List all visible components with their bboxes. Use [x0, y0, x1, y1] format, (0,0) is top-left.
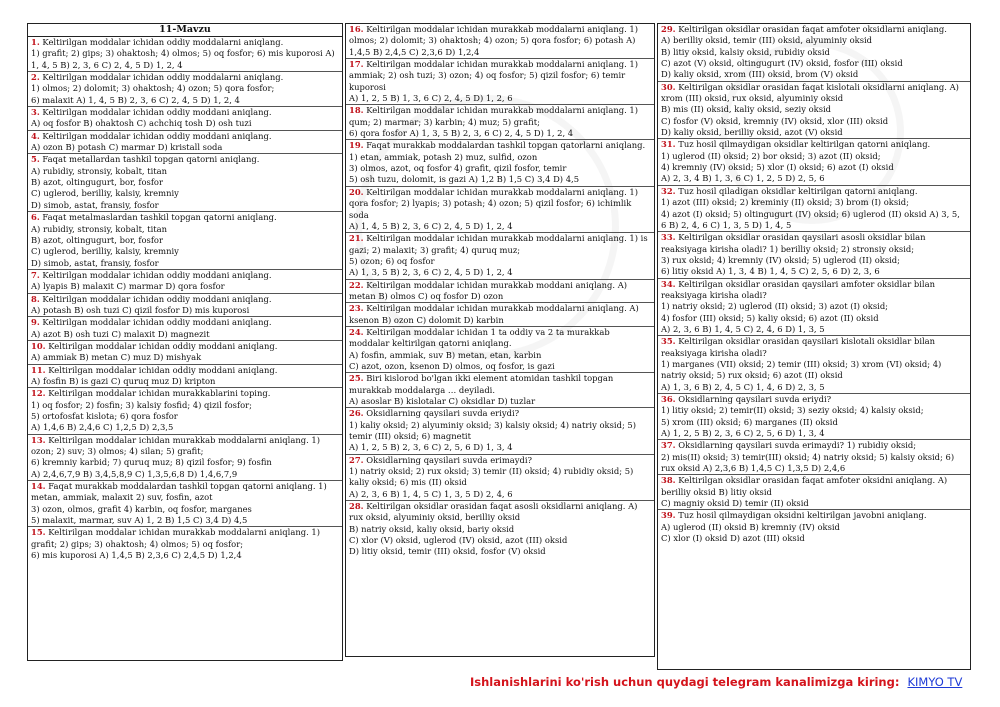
- question-text: Keltirilgan moddalar ichidan oddiy moddani aniqlang. A) ammiak B) metan C) muz D) mishyak: [31, 340, 278, 363]
- telegram-link[interactable]: KIMYO TV: [907, 675, 963, 689]
- question-item: [658, 394, 970, 440]
- question-number: 5.: [31, 154, 40, 165]
- question-text: Keltirilgan moddalar ichidan murakkab moddalarni aniqlang. 1) grafit; 2) gips; 3) ohaktosh; 4) olmos; 5) oq fosfor; 6) mis kuporosi A) 1,4,5 B) 2,3,6 C) 2,4,5 D) 1,2,4: [31, 527, 320, 561]
- question-item: [346, 187, 654, 233]
- question-text: Keltirilgan moddalar ichidan murakkab moddalarni aniqlang. 1) ozon; 2) suv; 3) olmos; 4) silan; 5) grafit; 6) kremniy karbid; 7) quruq muz; 8) qizil fosfor; 9) fosfin A) 2,4,6,7,9 B) 3,4,5,8,9 C) 1,3,5,6,8 D) 1,4,6,7,9: [31, 434, 320, 479]
- question-number: 12.: [31, 388, 46, 399]
- question-number: 14.: [31, 481, 46, 492]
- question-text: Keltirilgan moddalar ichidan oddiy moddani aniqlang. A) lyapis B) malaxit C) marmar D) qora fosfor: [31, 269, 272, 292]
- question-text: Tuz hosil qilmaydigan oksidni keltirilgan javobni aniqlang. A) uglerod (II) oksid B) kremniy (IV) oksid C) xlor (I) oksid D) azot (III) oksid: [661, 510, 927, 544]
- question-number: 18.: [349, 105, 364, 116]
- question-text: Faqat murakkab moddalardan tashkil topgan qatorni aniqlang. 1) metan, ammiak, malaxit 2) suv, fosfin, azot 3) ozon, olmos, grafit 4) karbin, oq fosfor, marganes 5) malaxit, marmar, suv A) 1, 2 B) 1,5 C) 3,4 D) 4,5: [31, 481, 327, 526]
- question-item: [658, 232, 970, 278]
- question-item: [658, 186, 970, 232]
- question-item: [346, 408, 654, 454]
- question-item: [28, 270, 342, 294]
- question-number: 29.: [661, 24, 676, 34]
- question-item: [28, 154, 342, 212]
- question-text: Keltirilgan oksidlar orasidan faqat asosli oksidlarni aniqlang. A) rux oksid, alyuminiy oksid, berilliy oksid B) natriy oksid, kaliy oksid, bariy oksid C) xlor (V) oksid, uglerod (IV) oksid, azot (III) oksid D) litiy oksid, temir (III) oksid, fosfor (V) oksid: [349, 501, 638, 557]
- question-item: [28, 388, 342, 434]
- question-text: Keltirilgan moddalar ichidan oddiy moddani aniqlang. A) fosfin B) is gazi C) quruq muz D) kripton: [31, 364, 278, 386]
- question-item: [28, 365, 342, 389]
- question-item: [658, 279, 970, 337]
- question-item: [346, 105, 654, 140]
- question-number: 37.: [661, 440, 676, 451]
- question-number: 21.: [349, 233, 364, 244]
- question-number: 20.: [349, 186, 364, 197]
- column-1: [27, 23, 343, 661]
- question-item: [658, 82, 970, 140]
- question-text: Keltirilgan oksidlar orasidan qaysilari amfoter oksidlar bilan reaksiyaga kirisha oladi? 1) natriy oksid; 2) uglerod (II) oksid; 3) azot (I) oksid; 4) fosfor (III) oksid; 5) kaliy oksid; 6) azot (II) oksid A) 2, 3, 6 B) 1, 4, 5 C) 2, 4, 6 D) 1, 3, 5: [661, 278, 935, 334]
- question-text: Oksidlarning qaysilari suvda eriydi? 1) litiy oksid; 2) temir(II) oksid; 3) seziy oksid; 4) kalsiy oksid; 5) xrom (III) oksid; 6) marganes (II) oksid A) 1, 2, 5 B) 2, 3, 6 C) 2, 5, 6 D) 1, 3, 4: [661, 394, 924, 439]
- question-text: Keltirilgan moddalar ichidan murakkab moddalarni aniqlang. A) ksenon B) ozon C) dolomit D) karbin: [349, 303, 639, 325]
- question-item: [658, 440, 970, 475]
- question-text: Keltirilgan moddalar ichidan murakkab moddalarni aniqlang. 1) is gazi; 2) malaxit; 3) grafit; 4) quruq muz; 5) ozon; 6) oq fosfor A) 1, 3, 5 B) 2, 3, 6 C) 2, 4, 5 D) 1, 2, 4: [349, 233, 648, 278]
- question-text: Keltirilgan oksidlar orasidan faqat kislotali oksidlarni aniqlang. A) xrom (III) oksid, rux oksid, alyuminiy oksid B) mis (II) oksid, kaliy oksid, seziy oksid C) fosfor (V) oksid, kremniy (IV) oksid, xlor (III) oksid D) kaliy oksid, berilliy oksid, azot (V) oksid: [661, 81, 959, 138]
- question-item: [658, 510, 970, 544]
- footer-text: Ishlanishlarini ko'rish uchun quydagi telegram kanalimizga kiring:: [470, 675, 900, 689]
- question-number: 13.: [31, 434, 46, 445]
- question-item: [28, 72, 342, 107]
- question-item: [346, 303, 654, 327]
- column-3: [657, 23, 971, 670]
- question-number: 15.: [31, 527, 46, 538]
- question-text: Keltirilgan moddalar ichidan 1 ta oddiy va 2 ta murakkab moddalar keltirilgan qatorni aniqlang. A) fosfin, ammiak, suv B) metan, etan, karbin C) azot, ozon, ksenon D) olmos, oq fosfor, is gazi: [349, 326, 610, 371]
- question-number: 27.: [349, 454, 364, 465]
- question-item: [28, 131, 342, 155]
- footer-banner: [470, 675, 962, 689]
- question-number: 9.: [31, 317, 40, 328]
- question-number: 26.: [349, 408, 364, 419]
- question-text: Keltirilgan moddalar ichidan murakkab moddani aniqlang. A) metan B) olmos C) oq fosfor D) ozon: [349, 279, 628, 301]
- question-number: 4.: [31, 130, 40, 141]
- question-text: Keltirilgan moddalar ichidan oddiy moddalarni aniqlang. 1) grafit; 2) gips; 3) ohaktosh; 4) olmos; 5) oq fosfor; 6) mis kuporosi A) 1, 4, 5 B) 2, 3, 6 C) 2, 4, 5 D) 1, 2, 4: [31, 37, 335, 70]
- question-text: Keltirilgan moddalar ichidan oddiy moddani aniqlang. A) azot B) osh tuzi C) malaxit D) magnezit: [31, 317, 272, 339]
- question-number: 23.: [349, 303, 364, 314]
- question-text: Keltirilgan moddalar ichidan murakkab moddalarni aniqlang. 1) qora fosfor; 2) lyapis; 3) potash; 4) ozon; 5) qizil fosfor; 6) ichimlik soda A) 1, 4, 5 B) 2, 3, 6 C) 2, 4, 5 D) 1, 2, 4: [349, 186, 638, 231]
- question-number: 25.: [349, 373, 364, 384]
- question-item: [346, 373, 654, 408]
- question-item: [346, 455, 654, 501]
- question-item: [346, 233, 654, 279]
- question-number: 1.: [31, 37, 40, 47]
- question-item: [28, 294, 342, 318]
- question-item: [28, 212, 342, 270]
- question-text: Keltirilgan moddalar ichidan oddiy moddani aniqlang. A) oq fosfor B) ohaktosh C) achchiq tosh D) osh tuzi: [31, 107, 272, 129]
- question-text: Keltirilgan moddalar ichidan murakkab moddalarni aniqlang. 1) ammiak; 2) osh tuzi; 3) ozon; 4) oq fosfor; 5) qizil fosfor; 6) temir kuporosi A) 1, 2, 5 B) 1, 3, 6 C) 2, 4, 5 D) 1, 2, 6: [349, 59, 638, 104]
- question-item: [28, 341, 342, 365]
- question-text: Keltirilgan oksidlar orasidan qaysilari asosli oksidlar bilan reaksiyaga kirisha oladi? 1) berilliy oksid; 2) stronsiy oksid; 3) rux oksid; 4) kremniy (IV) oksid; 5) uglerod (II) oksid; 6) litiy oksid A) 1, 3, 4 B) 1, 4, 5 C) 2, 5, 6 D) 2, 3, 6: [661, 232, 926, 277]
- question-text: Oksidlarning qaysilari suvda erimaydi? 1) natriy oksid; 2) rux oksid; 3) temir (II) oksid; 4) rubidiy oksid; 5) kaliy oksid; 6) mis (II) oksid A) 2, 3, 6 B) 1, 4, 5 C) 1, 3, 5 D) 2, 4, 6: [349, 454, 634, 499]
- question-item: [28, 435, 342, 481]
- question-number: 39.: [661, 510, 676, 521]
- question-text: Faqat murakkab moddalardan tashkil topgan qatorlarni aniqlang. 1) etan, ammiak, potash 2) muz, sulfid, ozon 3) olmos, azot, oq fosfor 4) grafit, qizil fosfor, temir 5) osh tuzu, dolomit, is gazi A) 1,2 B) 1,5 C) 3,4 D) 4,5: [349, 140, 646, 185]
- question-item: [346, 24, 654, 59]
- question-text: Oksidlarning qaysilari suvda eriydi? 1) kaliy oksid; 2) alyuminiy oksid; 3) kalsiy oksid; 4) natriy oksid; 5) temir (III) oksid; 6) magnetit A) 1, 2, 5 B) 2, 3, 6 C) 2, 5, 6 D) 1, 3, 4: [349, 408, 637, 453]
- question-item: [658, 139, 970, 185]
- question-text: Keltirilgan moddalar ichidan murakkab moddalarni aniqlang. 1) olmos; 2) dolomit; 3) ohaktosh; 4) ozon; 5) qora fosfor; 6) potash A) 1,4,5 B) 2,4,5 C) 2,3,6 D) 1,2,4: [349, 24, 638, 57]
- question-item: [346, 140, 654, 186]
- question-item: [658, 24, 970, 82]
- question-text: Keltirilgan moddalar ichidan oddiy moddalarni aniqlang. 1) olmos; 2) dolomit; 3) ohaktosh; 4) ozon; 5) qora fosfor; 6) malaxit A) 1, 4, 5 B) 2, 3, 6 C) 2, 4, 5 D) 1, 2, 4: [31, 72, 284, 105]
- question-number: 8.: [31, 293, 40, 304]
- question-number: 24.: [349, 326, 364, 337]
- question-item: [28, 481, 342, 527]
- question-item: [346, 327, 654, 373]
- question-text: Keltirilgan oksidlar orasidan qaysilari kislotali oksidlar bilan reaksiyaga kirisha oladi? 1) marganes (VII) oksid; 2) temir (III) oksid; 3) xrom (VI) oksid; 4) natriy oksid; 5) rux oksid; 6) azot (II) oksid A) 1, 3, 6 B) 2, 4, 5 C) 1, 4, 6 D) 2, 3, 5: [661, 336, 942, 392]
- question-item: [28, 37, 342, 72]
- question-text: Oksidlarning qaysilari suvda erimaydi? 1) rubidiy oksid; 2) mis(II) oksid; 3) temir(III) oksid; 4) natriy oksid; 5) kalsiy oksid; 6) rux oksid A) 2,3,6 B) 1,4,5 C) 1,3,5 D) 2,4,6: [661, 440, 955, 474]
- question-number: 16.: [349, 24, 364, 34]
- question-text: Keltirilgan oksidlar orasidan faqat amfoter oksidlarni aniqlang. A) berilliy oksid, temir (III) oksid, alyuminiy oksid B) litiy oksid, kalsiy oksid, rubidiy oksid C) azot (V) oksid, oltingugurt (IV) oksid, fosfor (III) oksid D) kaliy oksid, xrom (III) oksid, brom (V) oksid: [661, 24, 947, 80]
- question-number: 33.: [661, 232, 676, 243]
- question-number: 22.: [349, 279, 364, 290]
- question-number: 28.: [349, 501, 364, 512]
- question-number: 31.: [661, 139, 676, 150]
- question-text: Keltirilgan moddalar ichidan oddiy moddani aniqlang. A) potash B) osh tuzi C) qizil fosfor D) mis kuporosi: [31, 293, 272, 315]
- question-item: [346, 59, 654, 105]
- question-text: Keltirilgan moddalar ichidan murakkab moddalarni aniqlang. 1) qum; 2) marmar; 3) karbin; 4) muz; 5) grafit; 6) qora fosfor A) 1, 3, 5 B) 2, 3, 6 C) 2, 4, 5 D) 1, 2, 4: [349, 105, 638, 139]
- question-number: 17.: [349, 59, 364, 70]
- question-item: [28, 317, 342, 341]
- question-text: Biri kislorod bo'lgan ikki element atomidan tashkil topgan murakkab moddalarga … deyiladi. A) asoslar B) kislotalar C) oksidlar D) tuzlar: [349, 373, 614, 406]
- question-item: [28, 107, 342, 131]
- question-number: 6.: [31, 212, 40, 223]
- question-item: [346, 280, 654, 304]
- question-text: Keltirilgan moddalar ichidan murakkablarini toping. 1) oq fosfor; 2) fosfin; 3) kalsiy fosfid; 4) qizil fosfor; 5) ortofosfat kislota; 6) qora fosfor A) 1,4,6 B) 2,4,6 C) 1,2,5 D) 2,3,5: [31, 388, 271, 433]
- question-text: Tuz hosil qilmaydigan oksidlar keltirilgan qatorni aniqlang. 1) uglerod (II) oksid; 2) bor oksid; 3) azot (II) oksid; 4) kremniy (IV) oksid; 5) xlor (I) oksid; 6) azot (I) oksid A) 2, 3, 4 B) 1, 3, 6 C) 1, 2, 5 D) 2, 5, 6: [661, 139, 931, 184]
- page-title: 11-Mavzu: [28, 24, 342, 37]
- question-text: Tuz hosil qiladigan oksidlar keltirilgan qatorni aniqlang. 1) azot (III) oksid; 2) kreminiy (II) oksid; 3) brom (I) oksid; 4) azot (I) oksid; 5) oltingugurt (IV) oksid; 6) uglerod (II) oksid A) 3, 5, 6 B) 2, 4, 6 C) 1, 3, 5 D) 1, 4, 5: [661, 185, 960, 230]
- question-number: 32.: [661, 185, 676, 196]
- question-text: Keltirilgan moddalar ichidan oddiy moddani aniqlang. A) ozon B) potash C) marmar D) kristall soda: [31, 130, 272, 153]
- question-number: 36.: [661, 394, 676, 404]
- column-2: [345, 23, 655, 657]
- question-item: [658, 475, 970, 510]
- question-number: 7.: [31, 269, 40, 280]
- question-item: [658, 336, 970, 394]
- question-number: 10.: [31, 340, 46, 351]
- question-number: 34.: [661, 278, 676, 289]
- question-number: 2.: [31, 72, 40, 83]
- question-number: 11.: [31, 364, 46, 375]
- question-item: [28, 527, 342, 561]
- question-number: 30.: [661, 81, 676, 92]
- question-number: 35.: [661, 336, 676, 347]
- question-text: Faqat metalmaslardan tashkil topgan qatorni aniqlang. A) rubidiy, stronsiy, kobalt, titan B) azot, oltingugurt, bor, fosfor C) uglerod, berilliy, kalsiy, kremniy D) simob, astat, fransiy, fosfor: [31, 212, 277, 268]
- question-number: 19.: [349, 140, 364, 151]
- question-number: 38.: [661, 475, 676, 486]
- question-number: 3.: [31, 107, 40, 118]
- question-text: Keltirilgan oksidlar orasidan faqat amfoter oksidni aniqlang. A) berilliy oksid B) litiy oksid C) magniy oksid D) temir (II) oksid: [661, 475, 948, 509]
- question-item: [346, 501, 654, 558]
- question-text: Faqat metallardan tashkil topgan qatorni aniqlang. A) rubidiy, stronsiy, kobalt, titan B) azot, oltingugurt, bor, fosfor C) uglerod, berilliy, kalsiy, kremniy D) simob, astat, fransiy, fosfor: [31, 154, 260, 210]
